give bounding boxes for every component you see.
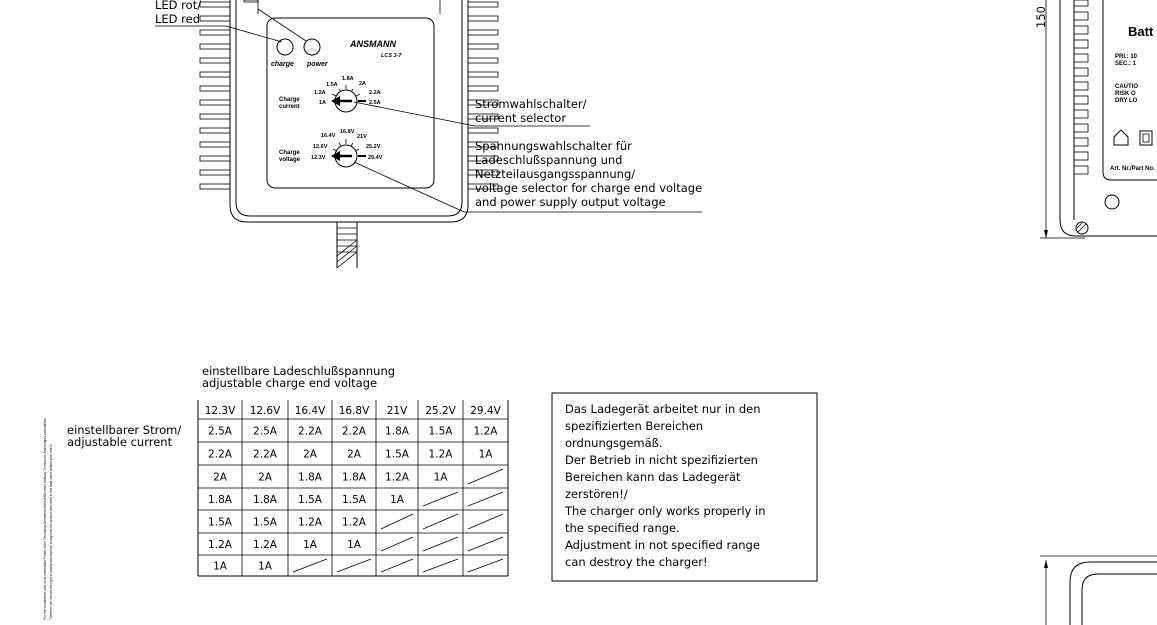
table-cell: 1.2A <box>342 516 366 529</box>
brand-logo: ANSMANN <box>350 39 396 49</box>
label-sec: SEC.: 1 <box>1115 61 1137 67</box>
table-cell: 1.8A <box>298 471 322 484</box>
mount-hole <box>1105 195 1119 209</box>
not-available-slash <box>468 492 503 506</box>
not-available-slash <box>381 537 413 551</box>
table-cell: 1.8A <box>385 425 409 438</box>
current-label-2: current <box>279 104 300 110</box>
table-cell: 1.2A <box>253 539 277 551</box>
table-cell: 1A <box>303 539 317 551</box>
voltage-callout-line-2: Ladeschlußspannung und <box>475 153 623 167</box>
output-cable <box>337 222 357 268</box>
table-cell: 2.2A <box>208 448 232 461</box>
table-header-cell: 12.3V <box>204 405 236 417</box>
note-line-1: Das Ladegerät arbeitet nur in den <box>565 402 761 416</box>
voltage-selector-callout <box>354 139 702 212</box>
table-header-cell: 16.4V <box>294 405 326 417</box>
voltage-label-1: Charge <box>279 150 300 156</box>
not-available-slash <box>381 559 413 572</box>
indoor-use-icon <box>1114 130 1128 145</box>
table-header-cell: 12.6V <box>249 405 281 417</box>
led-label-power: power <box>307 61 328 68</box>
table-cell: 1.8A <box>342 471 366 484</box>
current-mark-2a: 2A <box>359 81 367 87</box>
current-selector-callout <box>354 97 590 126</box>
voltage-callout-line-3: Netzteilausgangsspannung/ <box>475 167 636 181</box>
note-line-3: ordnungsgemäß. <box>565 436 663 450</box>
current-mark-1-5a: 1.5A <box>326 82 338 88</box>
not-available-slash <box>468 469 503 484</box>
cooling-fins-left <box>200 0 258 189</box>
current-callout-line-2: current selector <box>475 111 567 125</box>
table-header-cell: 25.2V <box>425 405 456 417</box>
voltage-callout-line-5: and power supply output voltage <box>475 195 666 209</box>
part-number-label: Art. Nr./Part No. <box>1110 166 1155 172</box>
note-line-5: Bereichen kann das Ladegerät <box>565 470 741 484</box>
table-cell: 1.2A <box>473 425 498 438</box>
not-available-slash <box>423 492 458 506</box>
not-available-slash <box>337 559 371 572</box>
voltage-mark-16-4v: 16.4V <box>321 133 336 139</box>
table-cell: 1A <box>433 471 448 484</box>
table-cell: 1.2A <box>208 539 232 551</box>
row-title-2: adjustable current <box>67 435 173 449</box>
charger-device <box>200 0 498 268</box>
voltage-selector-knob <box>311 129 383 167</box>
note-line-9: Adjustment in not specified range <box>565 538 760 552</box>
not-available-slash <box>293 559 327 572</box>
caution-line-3: DRY LO <box>1115 98 1138 104</box>
table-cell: 1.5A <box>298 494 322 506</box>
label-pri: PRI.: 10 <box>1115 54 1138 60</box>
current-callout-line-1: Stromwahlschalter/ <box>475 97 587 111</box>
not-available-slash <box>468 537 503 551</box>
table-cell: 1.5A <box>385 448 409 461</box>
current-mark-1-2a: 1.2A <box>314 90 326 96</box>
table-cell: 1A <box>347 539 361 551</box>
side-note-1: Für evtl vorhandene oder nicht erkennbare Fehler in der Zeichnung übernimmt ANSMANN keine Haftung. Technische Änderungen vorbehalten. <box>43 417 47 620</box>
table-cell: 2.5A <box>253 425 277 438</box>
table-cell: 1.5A <box>253 516 277 529</box>
table-cell: 1.8A <box>208 494 232 506</box>
table-cell: 2A <box>347 448 361 461</box>
table-grid <box>198 400 508 576</box>
table-header-cell: 21V <box>386 405 408 417</box>
table-cell: 1.5A <box>428 425 453 438</box>
table-cell: 1A <box>390 494 404 506</box>
caution-line-1: CAUTIO <box>1115 84 1138 90</box>
table-title-1: einstellbare Ladeschlußspannung <box>202 364 396 378</box>
note-line-10: can destroy the charger! <box>565 555 708 569</box>
voltage-callout-line-1: Spannungswahlschalter für <box>475 139 632 153</box>
table-cell: 2A <box>258 471 272 484</box>
table-cell: 1.8A <box>253 494 277 506</box>
table-cell: 2.2A <box>342 425 366 438</box>
table-header-cell: 29.4V <box>470 405 501 417</box>
side-notes <box>43 418 53 620</box>
table-cell: 1A <box>478 448 493 461</box>
current-selector-knob <box>314 76 381 112</box>
led-callout-line-1: LED rot/ <box>155 0 202 12</box>
voltage-mark-21v: 21V <box>357 134 367 140</box>
table-cell: 1A <box>258 560 272 573</box>
table-cell: 1.5A <box>208 516 232 529</box>
current-mark-1a: 1A <box>319 100 327 106</box>
not-available-slash <box>468 514 503 529</box>
not-available-slash <box>423 514 458 529</box>
current-mark-2-2a: 2.2A <box>369 90 381 96</box>
note-line-8: the specified range. <box>565 521 680 535</box>
led-label-charge: charge <box>271 61 294 68</box>
not-available-slash <box>381 514 413 529</box>
warning-note <box>552 393 817 581</box>
current-label-1: Charge <box>279 97 300 103</box>
not-available-slash <box>423 559 458 572</box>
side-note-2: Therefore we reserve the right to modify and improve at any time the product described in this data sheet without prior notice. <box>49 443 53 620</box>
note-line-7: The charger only works properly in <box>565 504 766 518</box>
table-cell: 1A <box>213 560 227 573</box>
table-cell: 2.2A <box>253 448 277 461</box>
right-side-view <box>1034 0 1157 625</box>
table-cell: 1.2A <box>385 471 409 484</box>
dimension-150: 150 <box>1034 6 1048 28</box>
voltage-label-2: voltage <box>279 157 301 163</box>
voltage-callout-line-4: voltage selector for charge end voltage <box>475 181 703 195</box>
voltage-mark-25-2v: 25.2V <box>366 144 381 150</box>
power-led <box>304 39 320 55</box>
label-title: Batt <box>1128 24 1154 39</box>
voltage-mark-12-3v: 12.3V <box>311 155 326 161</box>
caution-line-2: RISK O <box>1115 91 1136 97</box>
note-line-6: zerstören!/ <box>565 487 628 501</box>
table-cell: 2A <box>303 448 317 461</box>
not-available-slash <box>423 537 458 551</box>
model-label: LCS 3-7 <box>381 53 402 59</box>
voltage-mark-29-4v: 29.4V <box>368 155 383 161</box>
table-cell: 2A <box>213 471 227 484</box>
charge-table <box>67 364 508 576</box>
note-line-4: Der Betrieb in nicht spezifizierten <box>565 453 758 467</box>
table-header-cell: 16.8V <box>338 405 370 417</box>
table-cell: 1.2A <box>428 448 453 461</box>
current-mark-2-5a: 2.5A <box>369 100 381 106</box>
table-cell: 1.2A <box>298 516 322 529</box>
table-cell: 1.5A <box>342 494 366 506</box>
note-line-2: spezifizierten Bereichen <box>565 419 704 433</box>
not-available-slash <box>468 559 503 572</box>
table-cell: 2.5A <box>208 425 232 438</box>
table-cell: 2.2A <box>298 425 322 438</box>
voltage-mark-16-8v: 16.8V <box>340 129 355 135</box>
voltage-mark-12-6v: 12.6V <box>313 144 328 150</box>
table-title-2: adjustable charge end voltage <box>202 376 378 390</box>
class-symbol-icon <box>1140 131 1152 145</box>
row-title-1: einstellbarer Strom/ <box>67 423 182 437</box>
led-callout-line-2: LED red <box>155 12 201 26</box>
current-mark-1-8a: 1.8A <box>342 76 354 82</box>
